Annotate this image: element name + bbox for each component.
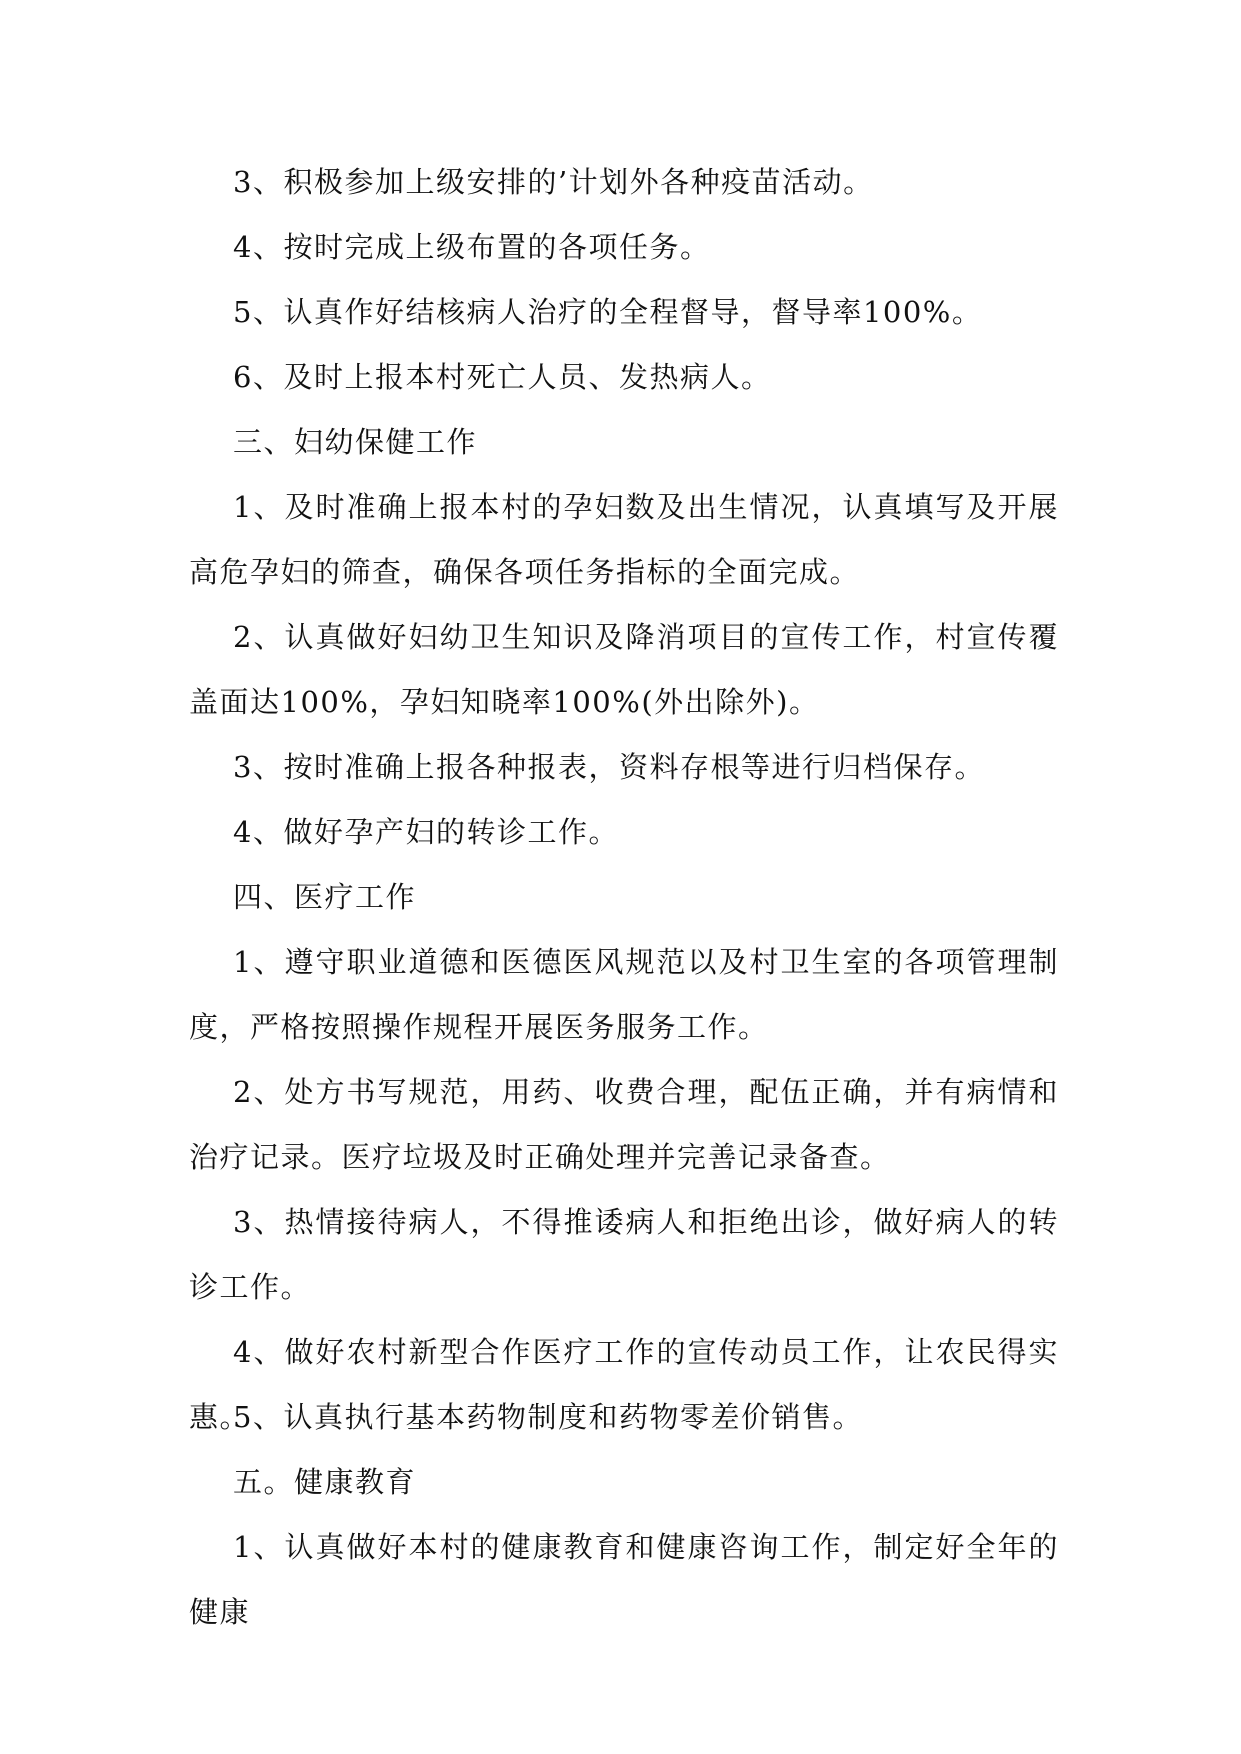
paragraph-professional-ethics: 1、遵守职业道德和医德医风规范以及村卫生室的各项管理制度，严格按照操作规程开展医务服务工作。 bbox=[189, 945, 1059, 1044]
paragraph-patient-reception: 3、热情接待病人，不得推诿病人和拒绝出诊，做好病人的转诊工作。 bbox=[189, 1205, 1059, 1304]
paragraph-essential-drugs: 5、认真执行基本药物制度和药物零差价销售。 bbox=[233, 1400, 863, 1434]
heading-maternal-child-health: 三、妇幼保健工作 bbox=[233, 425, 478, 459]
paragraph-health-publicity: 2、认真做好妇幼卫生知识及降消项目的宣传工作，村宣传覆盖面达100%，孕妇知晓率100%(外出除外)。 bbox=[189, 620, 1059, 719]
paragraph-tb-supervision: 5、认真作好结核病人治疗的全程督导，督导率100%。 bbox=[233, 295, 983, 329]
paragraph-prescriptions: 2、处方书写规范，用药、收费合理，配伍正确，并有病情和治疗记录。医疗垃圾及时正确处理并完善记录备查。 bbox=[189, 1075, 1059, 1174]
paragraph-report-deaths: 6、及时上报本村死亡人员、发热病人。 bbox=[233, 360, 772, 394]
paragraph-referral: 4、做好孕产妇的转诊工作。 bbox=[233, 815, 619, 849]
heading-health-education: 五。健康教育 bbox=[233, 1465, 417, 1499]
paragraph-reports-archiving: 3、按时准确上报各种报表，资料存根等进行归档保存。 bbox=[233, 750, 985, 784]
paragraph-complete-tasks: 4、按时完成上级布置的各项任务。 bbox=[233, 230, 711, 264]
paragraph-vaccine-activities: 3、积极参加上级安排的’计划外各种疫苗活动。 bbox=[233, 165, 874, 199]
heading-medical-work: 四、医疗工作 bbox=[233, 880, 417, 914]
paragraph-pregnancy-reporting: 1、及时准确上报本村的孕妇数及出生情况，认真填写及开展高危孕妇的筛查，确保各项任务指标的全面完成。 bbox=[189, 490, 1059, 589]
paragraph-rural-insurance: 4、做好农村新型合作医疗工作的宣传动员工作，让农民得实惠。 bbox=[189, 1335, 1059, 1434]
paragraph-health-consulting: 1、认真做好本村的健康教育和健康咨询工作，制定好全年的健康 bbox=[189, 1530, 1059, 1629]
